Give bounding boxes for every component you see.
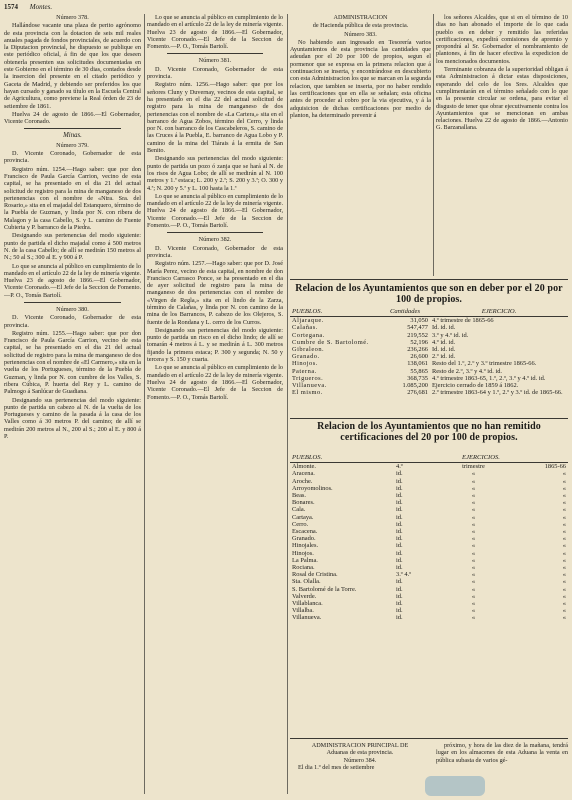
- quarter-cell: id.: [396, 556, 403, 564]
- page-number: 1574: [4, 3, 18, 11]
- quarter-cell: id.: [396, 578, 403, 586]
- period-cell: trimestre: [462, 463, 485, 471]
- ditto-mark: «: [471, 600, 476, 608]
- town-cell: Escacena.: [292, 528, 318, 536]
- column-2: [147, 14, 283, 794]
- period-cell: 2.º id. id.: [432, 353, 456, 361]
- notice-heading: de Hacienda pública de esta provincia.: [312, 22, 409, 30]
- ditto-mark: «: [562, 571, 566, 579]
- quarter-cell: id.: [396, 614, 403, 622]
- quarter-cell: id.: [396, 585, 403, 593]
- paragraph: Registro núm. 1254.—Hago saber: que por don Francisco de Paula García Carrion, vecino de esta capital, se ha presentado en el dia 21 del actual solicitud de registro para la mina de manganeso de dos pertenencias con el nombre de «Ntra. Sra. del Rosario,» sita en el majadal del Estanquero, término de la Puebla de Guzman, y linda por N. con ribera de Malagon y la casa Cabello, S. y L. camino de Fuente Cubierta y P. barranco de la Piedra.: [4, 165, 141, 232]
- town-cell: Bonares.: [292, 499, 315, 507]
- amount-cell: 52,196: [410, 338, 428, 346]
- column-separator: [144, 14, 145, 794]
- town-cell: Aljaraque.: [292, 317, 324, 325]
- paragraph: los señores Alcaldes, que si en el término de 10 dias no han abonado el importe de lo que cada pueblo es en deber y remitido las referidas certificaciones, expedirá comisiones de apremio y propondrá al Sr. Gobernador el nombramiento de plantones, á fin de hacer efectiva la expedicion de los mencionados documentos.: [436, 14, 568, 65]
- town-cell: La Palma.: [292, 556, 318, 564]
- amount-cell: 219,552: [407, 331, 428, 339]
- amount-cell: 138,061: [407, 360, 428, 368]
- town-cell: Villanueva.: [292, 614, 322, 622]
- ditto-mark: «: [562, 470, 566, 478]
- quarter-cell: id.: [396, 607, 403, 615]
- notice-heading: ADMINISTRACION: [333, 14, 388, 21]
- col-header: Cantidades: [380, 307, 430, 317]
- paragraph: El dia 1.º del mes de setiembre: [298, 763, 375, 771]
- ditto-mark: «: [471, 571, 476, 579]
- table-row: [290, 346, 568, 353]
- town-cell: Arroyomolinos.: [292, 484, 333, 492]
- paragraph: Lo que se anuncia al público en cumplimiento de lo mandado en el artículo 22 de la ley de minería vigente. Huelva 24 de agosto de 1866.—El Gobernador, Vicente Coronado.—El Jefe de la Seccion de Fomento.—P. O., Tomás Bartolí.: [147, 192, 283, 230]
- notice-heading: Número 381.: [198, 57, 232, 65]
- table-row: [290, 353, 568, 360]
- period-cell: Resto de 2.º, 3.º y 4.º id. id.: [432, 367, 503, 375]
- notice-heading: Número 379.: [56, 141, 89, 149]
- ditto-mark: «: [471, 592, 476, 600]
- quarter-cell: id.: [396, 549, 403, 557]
- town-cell: Granado.: [292, 535, 316, 543]
- table-row: [290, 463, 568, 471]
- quarter-cell: id.: [396, 484, 403, 492]
- amount-cell: 236,266: [407, 346, 428, 354]
- column-1: [4, 14, 141, 794]
- col-header: PUEBLOS.: [290, 453, 394, 463]
- paragraph: Huelva 24 de agosto de 1866.—El Gobernador, Vicente Coronado.: [4, 110, 141, 126]
- table-row: [290, 542, 568, 549]
- quarter-cell: id.: [396, 542, 403, 550]
- paragraph: Lo que se anuncia al público en cumplimiento de lo mandado en el artículo 22 de la ley de minería vigente. Huelva 24 de agosto de 1866.—El Gobernador, Vicente Coronado.—El Jefe de la Seccion de Fomento.—P. O., Tomás Bartolí.: [147, 364, 283, 401]
- column-3: [290, 14, 431, 276]
- table-row: [290, 339, 568, 346]
- ditto-mark: «: [562, 513, 566, 521]
- ditto-mark: «: [562, 564, 566, 572]
- ditto-mark: «: [471, 506, 476, 514]
- ditto-mark: «: [471, 614, 476, 622]
- period-cell: Resto del 1.º, 2.º y 3.º trimestre 1865-66.: [432, 360, 537, 368]
- amount-cell: 368,735: [407, 374, 428, 382]
- divider: [24, 302, 121, 303]
- notice-heading: Número 383.: [344, 30, 377, 38]
- town-cell: Granado.: [292, 353, 320, 361]
- notice-heading: Número 382.: [198, 236, 232, 244]
- period-cell: 2.º trimestre 1863-64 y 1.º, 2.º y 3.º id. de 1865-66.: [432, 389, 563, 397]
- paragraph: Designando sus pertenencias del modo siguiente: punto de partida el dicho majadal como á 500 metros N. de la casa Cabello; de allí se medirán 150 metros al N.; 50 al S.; 300 al E. y 900 á P.: [4, 232, 141, 262]
- ditto-mark: «: [562, 592, 566, 600]
- section-rule: [290, 279, 568, 280]
- ditto-mark: «: [471, 578, 476, 586]
- paragraph: D. Vicente Coronado, Gobernador de esta provincia.: [147, 244, 283, 259]
- notice-heading: Aduanas de esta provincia.: [326, 749, 394, 757]
- table-row: [290, 564, 568, 571]
- table-row: [290, 593, 568, 600]
- paragraph: Registro núm. 1257.—Hago saber: que por D. José María Perez, vecino de esta capital, en nombre de don Francisco Carrasco Ponce, se ha presentado en el dia de ayer solicitud de registro para la mina de manganeso de dos pertenencias con el nombre de «Virgen de Regla,» sita en el lindo de la Zarza, término de Calañas, y linda por N. con camino de la mina de los Barrancos, P. cabezo de los Olejeros, S. fuente de la Rondana y L. cerro de los Curros.: [147, 260, 283, 326]
- relation-1-title: Relacion de los Ayuntamientos que son en deber por el 20 por 100 de propios.: [295, 283, 563, 305]
- quarter-cell: id.: [396, 506, 403, 514]
- column-separator: [433, 14, 434, 276]
- paragraph: Registro núm. 1255.—Hago saber: que por don Francisco de Paula García Carrion, vecino de esta capital, se ha presentado en el dia 21 del actual solicitud de registro para la mina de manganeso de dos pertenencias con el nombre de «El Carmero,» sita en la vuelta de los Portugueses, término de la Puebla de Guzman, y linda por N. con cumbre de los Valles, S. ribera Cúbica, P. huerta del Rey y L. camino de Palmogo á Sanlúcar de Guadiana.: [4, 329, 141, 396]
- ditto-mark: «: [562, 528, 566, 536]
- ditto-mark: «: [471, 549, 476, 557]
- ditto-mark: «: [562, 549, 566, 557]
- ditto-mark: «: [471, 556, 476, 564]
- table-row: [290, 382, 568, 389]
- table-row: [290, 614, 568, 621]
- quarter-cell: id.: [396, 513, 403, 521]
- ditto-mark: «: [562, 607, 566, 615]
- year-cell: 1865-66: [544, 463, 566, 471]
- paragraph: Registro núm. 1256.—Hago saber: que por los señores Cluny y Duvernay, vecinos de esta capital, se ha presentado en el dia 22 del actual solicitud de registro para la mina de manganeso de dos pertenencias con el nombre de «La Cartera,» sita en el barranco de Agua Zobos, término del Cerro, y linda por N. con barranco de los Cascabeleros, S. camino de las Cruces á la Puebla, E. barranco de Agua Lobo y P. camino de la mina del Tiárais á la ermita de San Benito.: [147, 81, 283, 155]
- town-cell: Hinojos.: [292, 549, 314, 557]
- quarter-cell: id.: [396, 477, 403, 485]
- table-row: [290, 332, 568, 339]
- paragraph: próximo, y hora de las diez de la mañana, tendrá lugar en los almacenes de esta Aduana la venta en pública subasta de varios gé-: [436, 742, 568, 764]
- notice-heading: ADMINISTRACION PRINCIPAL DE: [311, 742, 409, 749]
- ditto-mark: «: [471, 477, 476, 485]
- ditto-mark: «: [471, 520, 476, 528]
- ditto-mark: «: [471, 528, 476, 536]
- table-row: [290, 557, 568, 564]
- table-row: [290, 571, 568, 578]
- paragraph: Designando sus pertenencias del modo siguiente: punto de partida un risco en el dicho lindo; de allí se tomarán 4 metros á L. y se medirán á L. 300 metros fijando la primera estaca; P. 300 y segunda; N. 50 y tercera y S. 150 y cuarta.: [147, 326, 283, 364]
- ditto-mark: «: [471, 492, 476, 500]
- ditto-mark: «: [562, 535, 566, 543]
- quarter-cell: id.: [396, 528, 403, 536]
- table-row: [290, 514, 568, 521]
- town-cell: S. Bartolomé de la Torre.: [292, 585, 357, 593]
- town-cell: Calañas.: [292, 324, 318, 332]
- town-cell: Hinojos.: [292, 360, 318, 368]
- section-heading: Minas.: [63, 132, 82, 140]
- town-cell: Almonte.: [292, 463, 316, 471]
- quarter-cell: id.: [396, 535, 403, 543]
- paragraph: No habiendo aun ingresado en Tesorería varios Ayuntamientos de esta provincia las cantidades que adeudan por el 20 por 100 de propios, segun el pormenor que se expresa en la primera relacion que á continuacion se inserta, y encontrándose en descubierto con esta Administracion los que se marcan en la segunda relacion, que tambien se inserta, por no haber rendido las certificaciones que en ella se señalan; esta oficina antes de proceder al cobro por la via ejecutiva, y á la adquisicion de dichas certificaciones por medio de planton, ha determinado prevenir á: [290, 38, 431, 119]
- table-row: [290, 317, 568, 325]
- ditto-mark: «: [562, 520, 566, 528]
- ditto-mark: «: [471, 499, 476, 507]
- page-header: [4, 3, 52, 13]
- table-row: [290, 499, 568, 506]
- table-row: [290, 368, 568, 375]
- ditto-mark: «: [471, 542, 476, 550]
- table-row: [290, 586, 568, 593]
- town-cell: Villablanca.: [292, 600, 323, 608]
- town-cell: Trigueros.: [292, 374, 324, 382]
- table-row: [290, 360, 568, 367]
- col-header: PUEBLOS.: [290, 307, 380, 317]
- paragraph: D. Vicente Coronado, Gobernador de esta provincia.: [4, 150, 141, 165]
- library-stamp: [425, 776, 485, 796]
- table-row: [290, 550, 568, 557]
- section-rule: [290, 738, 568, 739]
- divider: [167, 53, 263, 54]
- ditto-mark: «: [471, 470, 476, 478]
- ditto-mark: «: [562, 499, 566, 507]
- period-cell: Id. id. id.: [432, 324, 456, 332]
- ditto-mark: «: [471, 607, 476, 615]
- ditto-mark: «: [562, 477, 566, 485]
- ditto-mark: «: [562, 484, 566, 492]
- notice-heading: Número 384.: [343, 756, 377, 764]
- table-row: [290, 506, 568, 513]
- table-row: [290, 324, 568, 331]
- town-cell: Cumbre de S. Bartolomé.: [292, 338, 369, 346]
- amount-cell: 1.085,200: [402, 382, 428, 390]
- paragraph: Hallándose vacante una plaza de perito agrónomo de esta provincia con la dotacion de seis mil reales anuales pagada de fondos provinciales, de acuerdo con la Diputacion provincial, he dispuesto se publique en este periódico oficial, á fin de que los que deseen obtenerla presenten sus solicitudes documentadas en este Gobierno en el término de 30 dias, contados desde la insercion del presente en el citado periódico y Gaceta de Madrid, y debiendo ser preferidos los que hayan cursado y ganado su título en la Escuela Central de Agricultura, como previene la Real órden de 23 de setiembre de 1861.: [4, 22, 141, 110]
- quarter-cell: id.: [396, 564, 403, 572]
- town-cell: Aracena.: [292, 470, 315, 478]
- ditto-mark: «: [562, 492, 566, 500]
- period-cell: 4.º trimestre de 1865-66: [432, 317, 494, 325]
- ditto-mark: «: [471, 513, 476, 521]
- quarter-cell: id.: [396, 600, 403, 608]
- table-row: [290, 521, 568, 528]
- amount-cell: 31,050: [410, 317, 428, 325]
- town-cell: Gibraleon.: [292, 346, 325, 354]
- period-cell: 4.º trimestre 1863-65, 1.º, 2.º, 3.º y 4.º id. id.: [432, 374, 546, 382]
- col-header: EJERCICIO.: [430, 307, 568, 317]
- column-4: [436, 14, 568, 276]
- customs-notice-start: [290, 742, 430, 771]
- ditto-mark: «: [471, 585, 476, 593]
- quarter-cell: id.: [396, 499, 403, 507]
- customs-notice-continued: [436, 742, 568, 764]
- ditto-mark: «: [562, 506, 566, 514]
- period-cell: 4.º id. id.: [432, 338, 456, 346]
- paragraph: D. Vicente Coronado, Gobernador de esta provincia.: [4, 314, 141, 329]
- ditto-mark: «: [471, 535, 476, 543]
- table-row: [290, 389, 568, 396]
- relation-2-title: Relacion de los Ayuntamientos que no han remitido certificaciones del 20 por 100 de propios.: [317, 421, 541, 443]
- period-cell: Id. id. id.: [432, 346, 456, 354]
- town-cell: Rociana.: [292, 564, 315, 572]
- town-cell: Valverde.: [292, 592, 317, 600]
- paragraph: Lo que se anuncia al público en cumplimiento de lo mandado en el artículo 22 de la ley de minería vigente. Huelva 23 de agosto de 1866.—El Gobernador, Vicente Coronado.—El Jefe de la Seccion de Fomento.—P. O., Tomás Bartolí.: [4, 262, 141, 299]
- amount-cell: 547,477: [407, 324, 428, 332]
- ditto-mark: «: [562, 600, 566, 608]
- section-label: Montes.: [29, 3, 53, 11]
- paragraph: Lo que se anuncia al público en cumplimiento de lo mandado en el artículo 22 de la ley de minería vigente. Huelva 23 de agosto de 1866.—El Gobernador, Vicente Coronado.—El Jefe de la Seccion de Fomento.—P. O., Tomás Bartolí.: [147, 14, 283, 51]
- town-cell: Hinojales.: [292, 542, 319, 550]
- ditto-mark: «: [562, 556, 566, 564]
- amount-cell: 26,600: [410, 353, 428, 361]
- section-rule: [290, 418, 568, 419]
- ditto-mark: «: [562, 542, 566, 550]
- quarter-cell: 4.º: [396, 463, 403, 471]
- town-cell: El mismo.: [292, 389, 323, 397]
- ditto-mark: «: [471, 484, 476, 492]
- town-cell: Paterna.: [292, 367, 317, 375]
- notice-heading: Número 380.: [56, 305, 89, 313]
- table-row: [290, 375, 568, 382]
- town-cell: Beas.: [292, 492, 307, 500]
- paragraph: Designando sus pertenencias del modo siguiente: punto de partida un cabezo al N. de la vuelta de los Portugueses y camino de la pasada á la casa de los Valles como á 30 metros P. del camino; de allí se medirán 200 metros al N., 200 al S.; 200 al E. y 800 á P.: [4, 396, 141, 441]
- divider: [24, 128, 121, 129]
- town-cell: Cala.: [292, 506, 306, 514]
- paragraph: Designando sus pertenencias del modo siguiente: punto de partida un pozo ó zanja que se hará al N. de los risos de Agua Lobo; de allí se medirán al N. 100 metros y 1.ª estaca; L. 200 y 2.ª; S. 200 y 3.ª; O. 300 y 4.ª; N. 200 y 5.ª y L. 100 hasta la 1.ª: [147, 155, 283, 192]
- column-separator: [287, 14, 288, 794]
- period-cell: Ejercicio cerrado de 1859 á 1862.: [432, 382, 519, 390]
- quarter-cell: id.: [396, 492, 403, 500]
- table-row: [290, 578, 568, 585]
- table-row: [290, 478, 568, 485]
- amount-cell: 55,865: [410, 367, 428, 375]
- ditto-mark: «: [562, 578, 566, 586]
- paragraph: D. Vicente Coronado, Gobernador de esta provincia.: [147, 65, 283, 81]
- divider: [167, 232, 263, 233]
- town-cell: Rosal de Cristina.: [292, 571, 338, 579]
- quarter-cell: id.: [396, 470, 403, 478]
- ditto-mark: «: [562, 614, 566, 622]
- quarter-cell: id.: [396, 592, 403, 600]
- quarter-cell: 3.º 4.º: [396, 571, 412, 579]
- town-cell: Villalba.: [292, 607, 314, 615]
- town-cell: Villanueva.: [292, 382, 327, 390]
- town-cell: Aroche.: [292, 477, 313, 485]
- table-row: [290, 600, 568, 607]
- amount-cell: 276,681: [407, 389, 428, 397]
- table-row: [290, 607, 568, 614]
- town-cell: Sta. Olalla.: [292, 578, 321, 586]
- table-row: [290, 535, 568, 542]
- town-cell: Cartaya.: [292, 513, 314, 521]
- paragraph: Terminante cobranza de la superioridad obligan á esta Administracion á dictar estas disposiciones, esperando del celo de los Sres. Alcaldes que cumplimentarán en el término señalado con lo que en la presente circular se ordena, para evitar el disgusto de tener que obrar ejecutivamente contra los Ayuntamientos que se mencionan en ambas relaciones. Huelva 22 de agosto de 1866.—Antonio G. Barzanallana.: [436, 66, 568, 132]
- relation-2-table: [290, 453, 568, 622]
- quarter-cell: id.: [396, 520, 403, 528]
- town-cell: Cortegana.: [292, 331, 325, 339]
- notice-heading: Número 378.: [56, 14, 89, 21]
- table-row: [290, 492, 568, 499]
- table-row: [290, 470, 568, 477]
- period-cell: 3.º y 4.º id. id.: [432, 331, 469, 339]
- table-row: [290, 528, 568, 535]
- ditto-mark: «: [562, 585, 566, 593]
- table-row: [290, 485, 568, 492]
- ditto-mark: «: [471, 564, 476, 572]
- col-header: EJERCICIOS.: [394, 453, 568, 463]
- town-cell: Cerro.: [292, 520, 309, 528]
- relation-1-table: [290, 307, 568, 396]
